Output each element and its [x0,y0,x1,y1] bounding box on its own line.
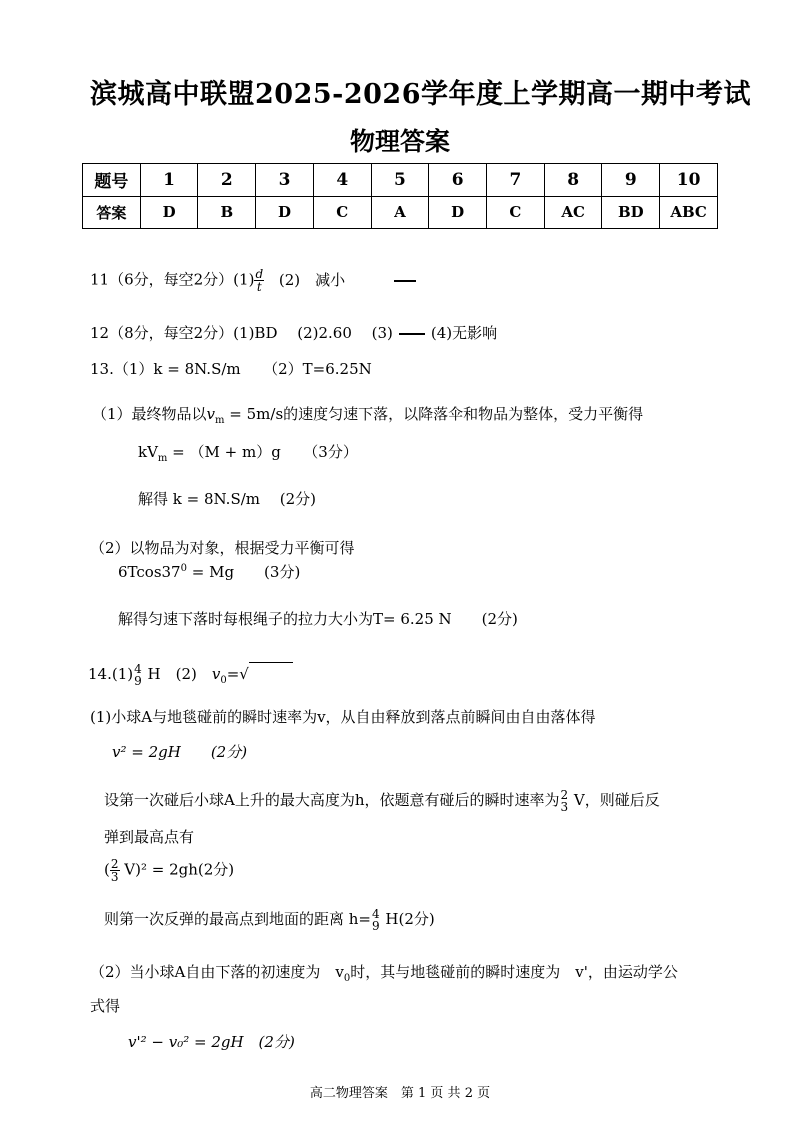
table-cell: D [256,196,314,229]
q11-answer: 11（6分，每空2分）(1) $\frac{d}{t}$ (2) 减小 [90,268,422,293]
table-cell: 10 [660,164,718,197]
q14-part2-cont: 式得 [90,997,121,1015]
fraction: 4 9 [372,907,380,933]
q13-equation-2: $6Tcos37^0 = Mg$ (3分) [118,563,301,581]
table-cell: 5 [371,164,429,197]
table-cell: 3 [256,164,314,197]
table-cell: BD [602,196,660,229]
table-row [83,164,718,197]
q13-part1-intro: （1）最终物品以$v_m = 5m/s$的速度匀速下落，以降落伞和物品为整体，受力平衡得 [92,405,644,426]
exam-title: 滨城高中联盟2025-2026学年度上学期高一期中考试 [90,79,751,110]
table-cell: 9 [602,164,660,197]
table-cell: D [429,196,487,229]
answer-table [82,163,718,229]
answer-dash [399,333,425,335]
table-cell: 6 [429,164,487,197]
table-cell: C [487,196,545,229]
table-cell: D [140,196,198,229]
q13-solution-1: 解得 k = 8N.S/m (2分) [138,490,317,508]
table-cell: AC [544,196,602,229]
q14-part1-mid-cont: 弹到最高点有 [104,828,195,846]
table-cell: 7 [487,164,545,197]
q14-part1-mid: 设第一次碰后小球A上升的最大高度为h，依题意有碰后的瞬时速率为 2 3 V，则碰后反 [104,788,660,814]
q14-summary: 14.(1) 4 9 H (2) $v_0=√$ [88,663,293,687]
table-cell: 答案 [83,196,141,229]
table-cell: C [313,196,371,229]
fraction: $\frac{d}{t}$ [255,267,264,294]
page-footer: 高二物理答案 第 1 页 共 2 页 [309,1086,491,1101]
q14-result-1: 则第一次反弹的最高点到地面的距离 h= 4 9 H(2分) [104,907,435,933]
table-cell: 2 [198,164,256,197]
table-cell: 1 [140,164,198,197]
q13-equation-1: $kV_m = (M + m)g$ （3分） [138,443,358,464]
answer-dash [394,280,416,282]
q13-summary: 13.（1）k = 8N.S/m （2）T=6.25N [90,360,372,378]
sqrt-bar [249,662,293,663]
table-cell: ABC [660,196,718,229]
q14-equation-3: v'² − v₀² = 2gH (2分) [128,1033,295,1051]
q14-equation-2: ( $\frac{2}{3}$ V)² = 2gh(2分) [104,857,235,884]
fraction: $\frac{2}{3}$ [110,857,119,884]
q13-part2-intro: （2）以物品为对象，根据受力平衡可得 [90,539,355,557]
table-row [83,196,718,229]
q14-equation-1: v² = 2gH (2分) [112,743,248,761]
table-cell: A [371,196,429,229]
page-title: 物理答案 [350,127,451,156]
table-cell: 题号 [83,164,141,197]
q12-answer: 12（8分，每空2分）(1)BD (2)2.60 (3) (4)无影响 [90,324,498,342]
q14-part2-intro: （2）当小球A自由下落的初速度为 $v_0$时，其与地毯碰前的瞬时速度为 v'，由运动学公 [90,963,678,984]
fraction: 4 9 [134,662,142,688]
table-cell: B [198,196,256,229]
fraction: 2 3 [560,788,569,814]
table-cell: 4 [313,164,371,197]
q14-part1-intro: (1)小球A与地毯碰前的瞬时速率为v，从自由释放到落点前瞬间由自由落体得 [90,708,596,726]
table-cell: 8 [544,164,602,197]
q13-solution-2: 解得匀速下落时每根绳子的拉力大小为T= 6.25 N (2分) [118,610,518,628]
